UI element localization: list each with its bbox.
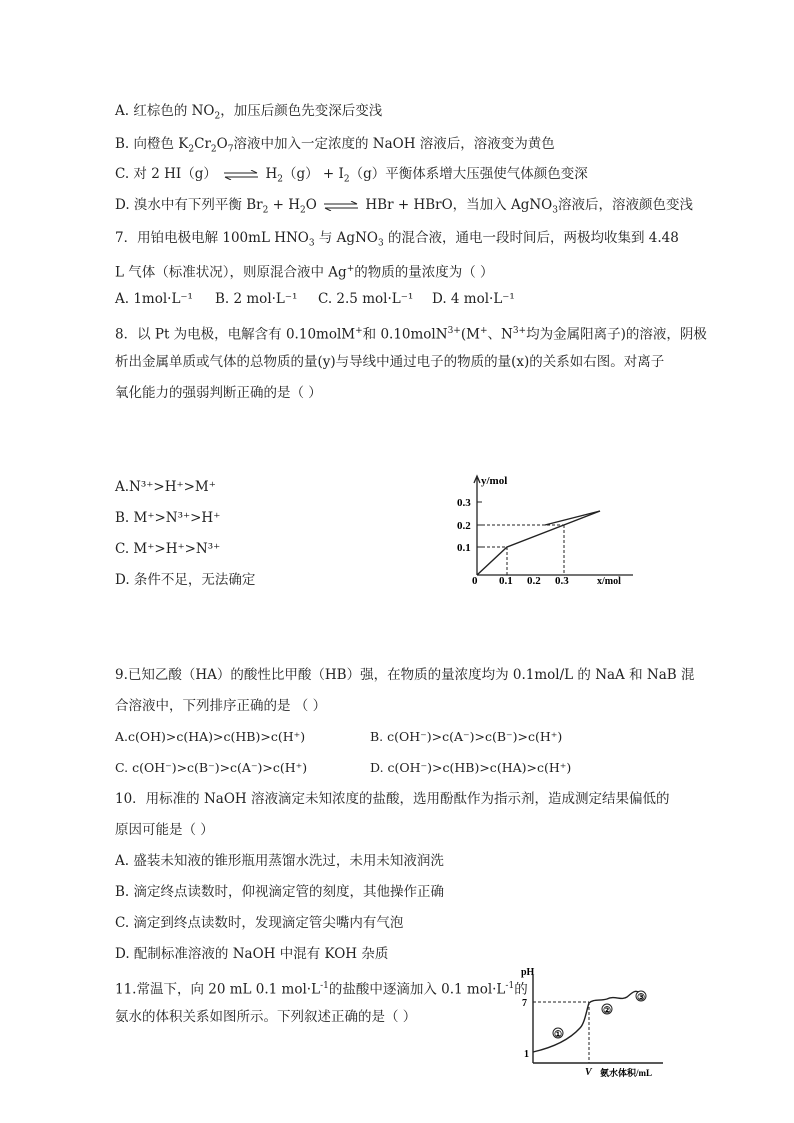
text: 8．以 Pt 为电极，电解含有 0.10molM <box>115 326 356 343</box>
superscript: -1 <box>505 981 515 991</box>
subscript: 3 <box>377 238 384 249</box>
equilibrium-arrow-icon <box>223 170 259 180</box>
q8-line-segment-2 <box>545 511 600 525</box>
superscript: -1 <box>320 981 329 991</box>
q9-option-a: A.c(OH)>c(HA)>c(HB)>c(H⁺) <box>115 729 306 744</box>
text: Cr <box>194 136 211 152</box>
y-tick-label: 0.1 <box>457 542 471 554</box>
q11-stem-line-1 <box>115 977 528 999</box>
q8-option-d: D. 条件不足，无法确定 <box>115 572 256 588</box>
subscript: 2 <box>343 174 350 185</box>
text: H <box>265 166 278 182</box>
y-tick-label: 7 <box>522 998 527 1009</box>
q8-option-a: A.N³⁺>H⁺>M⁺ <box>115 479 216 495</box>
q7-option-b: B. 2 mol·L⁻¹ <box>215 291 298 307</box>
point-2-label: ② <box>603 1005 612 1015</box>
q6-option-c-text: C. 对 2 HI（g） <box>115 166 217 182</box>
text: 溶液中加入一定浓度的 NaOH 溶液后，溶液变为黄色 <box>233 136 555 152</box>
q9-stem-line-1: 9.已知乙酸（HA）的酸性比甲酸（HB）强，在物质的量浓度均为 0.1mol/L 的 NaA 和 NaB 混 <box>115 667 695 683</box>
text: 溶液后，溶液颜色变浅 <box>557 197 693 213</box>
text: 的 <box>514 981 528 998</box>
text: + H <box>268 197 300 213</box>
x-tick-label: 0.1 <box>499 575 513 585</box>
subscript: 2 <box>214 111 221 122</box>
q6-option-c <box>115 165 588 189</box>
q10-stem-line-2: 原因可能是（ ） <box>115 822 214 838</box>
q6-option-b-text: B. 向橙色 K <box>115 136 189 152</box>
text: 的物质的量浓度为（ ） <box>354 264 494 281</box>
x-axis-label: 氨水体积/mL <box>600 1068 653 1078</box>
q6-option-a-text-pre: A. 红棕色的 NO <box>115 103 215 119</box>
q7-stem-line-2 <box>115 260 494 282</box>
subscript: 2 <box>262 205 269 216</box>
text: 11.常温下，向 20 mL 0.1 mol·L <box>115 981 321 998</box>
q9-option-c: C. c(OH⁻)>c(B⁻)>c(A⁻)>c(H⁺) <box>115 760 308 775</box>
q8-stem-line-3: 氧化能力的强弱判断正确的是（ ） <box>115 385 322 401</box>
q7-stem-line-1 <box>115 229 679 253</box>
x-tick-label: V <box>585 1067 592 1078</box>
q10-option-a: A. 盛装未知液的锥形瓶用蒸馏水洗过，未用未知液润洗 <box>115 853 444 869</box>
y-tick-label: 1 <box>524 1049 529 1060</box>
text: 和 0.10molN <box>362 326 448 343</box>
x-tick-label: 0.2 <box>527 575 541 585</box>
y-axis-label: pH <box>521 967 535 978</box>
superscript: + <box>346 264 355 274</box>
q8-stem-line-2: 析出金属单质或气体的总物质的量(y)与导线中通过电子的物质的量(x)的关系如右图。对离子 <box>115 354 665 370</box>
text: 的混合液，通电一段时间后，两极均收集到 4.48 <box>383 230 679 246</box>
y-tick-label: 0.2 <box>457 520 471 532</box>
q8-option-c: C. M⁺>H⁺>N³⁺ <box>115 541 221 557</box>
q7-option-d: D. 4 mol·L⁻¹ <box>432 291 515 307</box>
point-1-label: ① <box>554 1029 563 1039</box>
superscript: + <box>479 326 488 336</box>
q10-option-d: D. 配制标准溶液的 NaOH 中混有 KOH 杂质 <box>115 946 389 962</box>
text: O <box>305 197 317 213</box>
q11-graph <box>515 963 665 1081</box>
q11-stem-line-2: 氨水的体积关系如图所示。下列叙述正确的是（ ） <box>115 1009 417 1025</box>
point-3-label: ③ <box>637 992 646 1002</box>
origin-label: 0 <box>472 575 478 585</box>
q8-option-b: B. M⁺>N³⁺>H⁺ <box>115 510 221 526</box>
subscript: 2 <box>277 174 283 185</box>
q10-stem-line-1: 10．用标准的 NaOH 溶液滴定未知浓度的盐酸，选用酚酞作为指示剂，造成测定结果偏低的 <box>115 791 670 807</box>
subscript: 3 <box>308 238 315 249</box>
x-axis-label: x/mol <box>597 576 621 585</box>
x-tick-label: 0.3 <box>555 575 569 585</box>
text: 的盐酸中逐滴加入 0.1 mol·L <box>328 981 506 998</box>
equilibrium-arrow-icon <box>323 201 359 211</box>
titration-curve <box>533 991 640 1052</box>
q8-stem-line-1 <box>115 322 707 344</box>
subscript: 2 <box>210 144 217 155</box>
text: （g） + I <box>282 166 344 182</box>
q6-option-d <box>115 196 693 220</box>
text: HBr + HBrO，当加入 AgNO <box>365 197 553 213</box>
text: 7．用铂电极电解 100mL HNO <box>115 230 309 246</box>
y-tick-label: 0.3 <box>457 497 471 509</box>
text: 与 AgNO <box>314 230 378 246</box>
text: 均为金属阳离子)的溶液，阴极 <box>526 326 707 343</box>
y-axis-label: y/mol <box>481 475 508 487</box>
q6-option-a-text-post: ，加压后颜色先变深后变浅 <box>220 103 383 119</box>
q6-option-a <box>115 102 382 126</box>
superscript: 3+ <box>447 326 461 336</box>
q9-option-b: B. c(OH⁻)>c(A⁻)>c(B⁻)>c(H⁺) <box>370 729 563 744</box>
subscript: 2 <box>188 144 195 155</box>
q9-option-d: D. c(OH⁻)>c(HB)>c(HA)>c(H⁺) <box>370 760 572 775</box>
q6-option-d-text: D. 溴水中有下列平衡 Br <box>115 197 263 213</box>
text: 、N <box>487 326 513 343</box>
q6-option-b <box>115 135 555 159</box>
subscript: 3 <box>552 205 558 216</box>
q7-option-a: A. 1mol·L⁻¹ <box>115 291 193 307</box>
q7-option-c: C. 2.5 mol·L⁻¹ <box>318 291 414 307</box>
q9-stem-line-2: 合溶液中，下列排序正确的是 （ ） <box>115 698 327 714</box>
subscript: 2 <box>300 205 306 216</box>
subscript: 7 <box>227 144 234 155</box>
superscript: + <box>355 326 363 336</box>
q8-line-segment-1 <box>477 511 600 575</box>
q10-option-b: B. 滴定终点读数时，仰视滴定管的刻度，其他操作正确 <box>115 884 445 900</box>
text: O <box>216 136 228 152</box>
text: (M <box>460 326 480 343</box>
q10-option-c: C. 滴定到终点读数时，发现滴定管尖嘴内有气泡 <box>115 915 404 931</box>
superscript: 3+ <box>512 326 527 336</box>
q8-graph <box>455 470 635 585</box>
text: L 气体（标准状况），则原混合液中 Ag <box>115 264 347 281</box>
text: （g）平衡体系增大压强使气体颜色变深 <box>349 166 588 182</box>
